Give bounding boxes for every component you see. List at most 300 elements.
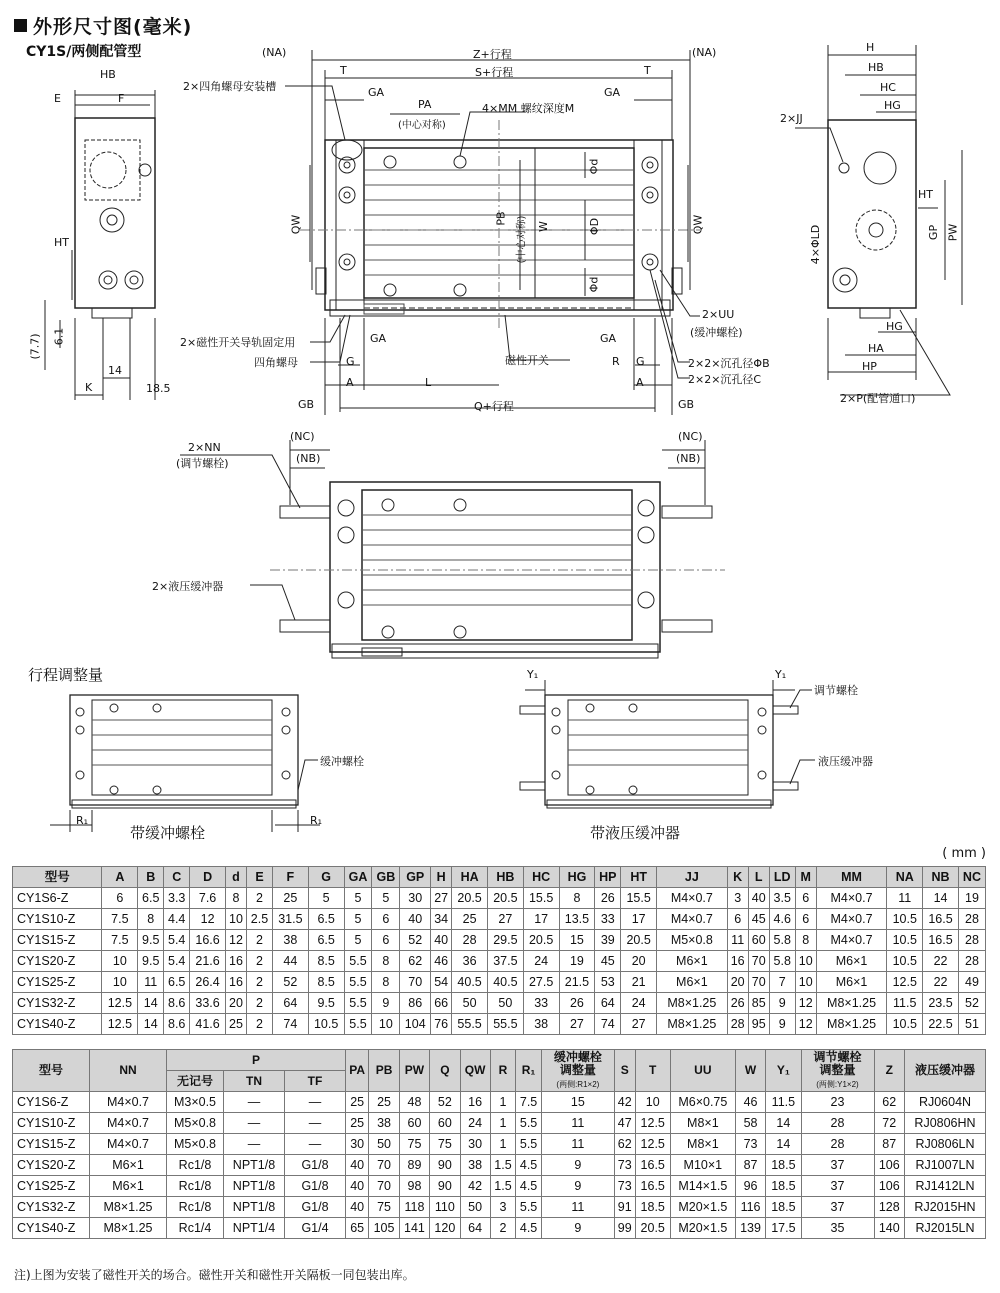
table-cell: 74 [272,1014,308,1035]
table-cell: 30 [460,1134,490,1155]
table-cell: 2 [247,1014,273,1035]
table-cell: 10 [635,1092,670,1113]
table-cell: RJ0806LN [905,1134,986,1155]
table-cell: 106 [874,1176,905,1197]
dim-label: HT [918,188,933,201]
dim-label: G [346,355,355,368]
table-cell: 27 [431,888,452,909]
table-cell: 40 [748,888,769,909]
col-header: 无记号 [167,1071,224,1092]
table-cell: 46 [735,1092,765,1113]
table-cell: 5.8 [769,930,795,951]
table-cell: RJ1412LN [905,1176,986,1197]
dim-label: 4×ΦLD [809,224,823,265]
table-cell: 5 [344,930,372,951]
table-cell: RJ1007LN [905,1155,986,1176]
table-cell: 5.8 [769,951,795,972]
table-cell: 6 [372,909,400,930]
table-cell: 98 [399,1176,429,1197]
dim-label: R [612,355,620,368]
table-cell: 52 [958,993,985,1014]
table-cell: 22 [923,972,959,993]
dim-label: W [536,221,550,232]
table-cell: M5×0.8 [167,1134,224,1155]
dim-label: A [346,376,354,389]
table-cell: 19 [958,888,985,909]
table-cell: 20 [225,993,246,1014]
table-cell: 27 [621,1014,657,1035]
col-header: TF [285,1071,346,1092]
table-cell: 5 [372,888,400,909]
table-cell: 9 [541,1155,614,1176]
table-cell: 8.5 [308,951,344,972]
dim-label: R₁ [76,814,89,827]
col-header: PA [346,1050,369,1092]
table-cell: 33 [595,909,621,930]
col-header: S [614,1050,635,1092]
stroke-adjust-cushion-bolt-view [50,695,323,832]
col-header: NN [90,1050,167,1092]
col-header: A [102,867,138,888]
model-cell: CY1S20-Z [13,1155,90,1176]
table-cell: 25 [346,1092,369,1113]
col-header: M [795,867,816,888]
table-cell: 5.5 [344,951,372,972]
table-cell: 16 [727,951,748,972]
table-cell: M8×1.25 [90,1197,167,1218]
table-cell: 16.5 [923,930,959,951]
table-cell: 99 [614,1218,635,1239]
table-cell: 26 [595,888,621,909]
table-cell: NPT1/8 [224,1197,285,1218]
table-cell: 58 [735,1113,765,1134]
table-cell: 12 [190,909,226,930]
table-cell: 20 [621,951,657,972]
table-row [13,930,986,951]
table-cell: 11 [727,930,748,951]
model-cell: CY1S25-Z [13,1176,90,1197]
table-cell: 27.5 [523,972,559,993]
col-header: Y₁ [766,1050,801,1092]
table-cell: — [224,1134,285,1155]
table-cell: 110 [430,1197,460,1218]
table-cell: 65 [346,1218,369,1239]
table-cell: 20.5 [523,930,559,951]
dim-label: R₁ [310,814,323,827]
table-cell: 47 [614,1113,635,1134]
table-cell: 90 [430,1155,460,1176]
table-cell: 38 [369,1113,399,1134]
table-cell: 25 [369,1092,399,1113]
table-cell: G1/8 [285,1155,346,1176]
table-cell: 51 [958,1014,985,1035]
table-cell: 3 [490,1197,516,1218]
table-cell: M14×1.5 [670,1176,735,1197]
col-header: C [164,867,190,888]
table-cell: 9 [541,1176,614,1197]
dim-label: (中心对称) [516,215,528,264]
table-row [13,972,986,993]
col-header: d [225,867,246,888]
dim-label: PW [946,223,960,242]
table-cell: 10 [795,951,816,972]
table-cell: M4×0.7 [90,1113,167,1134]
table-cell: 10 [102,972,138,993]
table-cell: M6×1 [657,972,728,993]
table-cell: 11.5 [766,1092,801,1113]
col-header: D [190,867,226,888]
table-cell: RJ0604N [905,1092,986,1113]
unit-label: ( mm ) [942,846,986,861]
table-cell: 12.5 [102,1014,138,1035]
dim-label: Q+行程 [474,400,514,413]
table-cell: 12.5 [635,1134,670,1155]
table-cell: 2 [247,951,273,972]
table-cell: M10×1 [670,1155,735,1176]
table-cell: 90 [430,1176,460,1197]
dim-label: A [636,376,644,389]
table-cell: 38 [460,1155,490,1176]
table-cell: 26.4 [190,972,226,993]
table-cell: 70 [400,972,431,993]
dim-label: (NC) [678,430,703,443]
table-cell: M4×0.7 [90,1092,167,1113]
table-cell: 60 [399,1113,429,1134]
dim-label: HB [868,61,884,74]
table-cell: 50 [487,993,523,1014]
table-cell: M8×1 [670,1113,735,1134]
table-cell: 85 [748,993,769,1014]
table-cell: 33.6 [190,993,226,1014]
dim-label: HG [886,320,903,333]
table-cell: 140 [874,1218,905,1239]
col-header: T [635,1050,670,1092]
callout-label: (缓冲螺栓) [690,326,743,339]
table-cell: 95 [748,1014,769,1035]
dim-label: (中心对称) [398,120,446,131]
col-header: 型号 [13,1050,90,1092]
dim-label: T [340,64,347,77]
dim-label: F [118,92,125,105]
col-header: JJ [657,867,728,888]
table-cell: 120 [430,1218,460,1239]
view-caption: 带缓冲螺栓 [130,824,206,842]
table-cell: 60 [748,930,769,951]
table-cell: 16.6 [190,930,226,951]
table-cell: M6×0.75 [670,1092,735,1113]
table-cell: 75 [399,1134,429,1155]
table-cell: 70 [369,1155,399,1176]
col-header: GP [400,867,431,888]
table-cell: 76 [431,1014,452,1035]
dimension-table-2 [12,1049,986,1239]
table-cell: 75 [369,1197,399,1218]
callout-label: 2×JJ [780,112,803,125]
table-cell: 141 [399,1218,429,1239]
col-header: HG [559,867,595,888]
table-cell: M4×0.7 [816,888,887,909]
table-cell: 8 [795,930,816,951]
callout-label: 2×磁性开关导轨固定用 [180,336,296,349]
table-cell: M4×0.7 [90,1134,167,1155]
table-cell: 37 [801,1155,874,1176]
table-cell: 6 [372,930,400,951]
col-header: G [308,867,344,888]
table-cell: 5.5 [516,1197,542,1218]
dim-label: QW [289,214,303,235]
table-cell: M4×0.7 [657,888,728,909]
table-cell: 73 [614,1176,635,1197]
table-cell: 16 [460,1092,490,1113]
table-row [13,951,986,972]
table-cell: 20.5 [635,1218,670,1239]
table-cell: 7.5 [102,930,138,951]
table-cell: 24 [621,993,657,1014]
table-cell: 1.5 [490,1176,516,1197]
table-cell: 9 [541,1218,614,1239]
table-cell: 87 [735,1155,765,1176]
col-header: NC [958,867,985,888]
table-cell: G1/4 [285,1218,346,1239]
model-cell: CY1S40-Z [13,1218,90,1239]
table-cell: 44 [272,951,308,972]
table-cell: 33 [523,993,559,1014]
table-cell: 62 [400,951,431,972]
table-row [13,1092,986,1113]
table-cell: 72 [874,1113,905,1134]
table-cell: 34 [431,909,452,930]
dim-label: 6.1 [52,327,66,346]
col-header: L [748,867,769,888]
table-cell: 139 [735,1218,765,1239]
table-cell: 9 [769,993,795,1014]
table-cell: 6.5 [138,888,164,909]
table-cell: 28 [801,1113,874,1134]
table-cell: 9.5 [138,951,164,972]
table-cell: 39 [595,930,621,951]
table-cell: 25 [346,1113,369,1134]
table-cell: 73 [735,1134,765,1155]
table-cell: — [285,1092,346,1113]
table-cell: 52 [430,1092,460,1113]
dim-label: PA [418,98,432,111]
table-row [13,1014,986,1035]
dim-label: Φd [587,276,601,293]
col-header: R [490,1050,516,1092]
table-cell: 50 [452,993,488,1014]
callout-label: 调节螺栓 [814,684,858,697]
table-cell: 4.5 [516,1155,542,1176]
table-cell: 37 [801,1197,874,1218]
table-row [13,1134,986,1155]
table-cell: 2 [247,930,273,951]
col-header: TN [224,1071,285,1092]
table-cell: 16.5 [635,1155,670,1176]
col-header: HA [452,867,488,888]
table-cell: 8 [559,888,595,909]
model-cell: CY1S15-Z [13,1134,90,1155]
table-cell: 118 [399,1197,429,1218]
table-cell: 128 [874,1197,905,1218]
dim-label: (7.7) [28,333,42,360]
table-cell: 91 [614,1197,635,1218]
table-cell: 24 [523,951,559,972]
dim-label: K [85,381,93,394]
table-cell: 16 [225,951,246,972]
col-header: F [272,867,308,888]
table-cell: 6 [102,888,138,909]
dim-label: Y₁ [527,668,539,681]
col-header: HC [523,867,559,888]
table-cell: Rc1/8 [167,1176,224,1197]
table-cell: 28 [958,909,985,930]
model-cell: CY1S15-Z [13,930,102,951]
table-cell: 3 [727,888,748,909]
table-cell: M8×1.25 [657,1014,728,1035]
table-cell: 66 [431,993,452,1014]
table-cell: 14 [766,1134,801,1155]
table-cell: 18.5 [766,1155,801,1176]
table-cell: 10 [102,951,138,972]
table-cell: 12 [795,1014,816,1035]
table-cell: 50 [369,1134,399,1155]
model-cell: CY1S20-Z [13,951,102,972]
table-cell: 23.5 [923,993,959,1014]
dim-label: Φd [587,158,601,175]
table-cell: 15.5 [523,888,559,909]
col-header: NA [887,867,923,888]
table-cell: 16 [225,972,246,993]
table-cell: 15 [541,1092,614,1113]
dim-label: (NB) [676,452,701,465]
table-cell: 40.5 [487,972,523,993]
table-cell: 60 [430,1113,460,1134]
dim-label: GA [604,86,621,99]
table-body [13,1092,986,1239]
table-cell: 10.5 [887,951,923,972]
model-cell: CY1S32-Z [13,993,102,1014]
dim-label: E [54,92,61,105]
table-cell: G1/8 [285,1176,346,1197]
dimension-table-1 [12,866,986,1035]
callout-label: 2×液压缓冲器 [152,580,224,593]
callout-label: 四角螺母 [254,356,298,369]
table-cell: 5.5 [344,1014,372,1035]
table-cell: 1 [490,1113,516,1134]
col-header: B [138,867,164,888]
table-cell: 35 [801,1218,874,1239]
dim-label: H [866,41,875,54]
table-cell: 18.5 [766,1197,801,1218]
table-cell: 52 [272,972,308,993]
table-cell: 8 [372,972,400,993]
table-cell: 62 [874,1092,905,1113]
table-cell: 17.5 [766,1218,801,1239]
table-cell: NPT1/8 [224,1176,285,1197]
model-cell: CY1S6-Z [13,1092,90,1113]
col-header: MM [816,867,887,888]
table-cell: NPT1/8 [224,1155,285,1176]
table-cell: 9 [769,1014,795,1035]
view-caption: 带液压缓冲器 [590,824,681,842]
table-cell: 40 [346,1197,369,1218]
section-label: 行程调整量 [28,666,104,684]
col-header: UU [670,1050,735,1092]
table-cell: 36 [452,951,488,972]
col-header: LD [769,867,795,888]
table-cell: 40 [346,1176,369,1197]
callout-label: 液压缓冲器 [818,755,873,768]
dim-label: Z+行程 [473,48,512,61]
col-header: 液压缓冲器 [905,1050,986,1092]
table-cell: Rc1/8 [167,1197,224,1218]
table-cell: M6×1 [816,972,887,993]
model-cell: CY1S32-Z [13,1197,90,1218]
table-cell: 40.5 [452,972,488,993]
table-cell: 21.5 [559,972,595,993]
table-cell: 10 [225,909,246,930]
callout-label: 2×2×沉孔径C [688,373,762,386]
callout-label: 2×UU [702,308,735,321]
callout-label: 2×四角螺母安装槽 [183,80,277,93]
table-cell: 12 [225,930,246,951]
table-cell: 5 [344,888,372,909]
table-cell: M4×0.7 [816,930,887,951]
table-cell: 18.5 [766,1176,801,1197]
col-header: 型号 [13,867,102,888]
col-header: GA [344,867,372,888]
table-cell: 24 [460,1113,490,1134]
table-header-row [13,867,986,888]
page-subtitle: CY1S/两侧配管型 [26,44,142,60]
table-cell: 6 [795,888,816,909]
table-cell: 17 [523,909,559,930]
table-cell: 42 [614,1092,635,1113]
dim-label: HG [884,99,901,112]
table-cell: 10.5 [887,1014,923,1035]
col-header: K [727,867,748,888]
table-cell: 96 [735,1176,765,1197]
col-header: HP [595,867,621,888]
table-cell: M6×1 [816,951,887,972]
table-cell: 9.5 [308,993,344,1014]
table-cell: 30 [400,888,431,909]
table-cell: 10 [372,1014,400,1035]
table-cell: 8.6 [164,993,190,1014]
table-cell: RJ0806HN [905,1113,986,1134]
table-cell: 70 [369,1176,399,1197]
col-header: GB [372,867,400,888]
dim-label: HC [880,81,896,94]
table-cell: RJ2015HN [905,1197,986,1218]
callout-label: 2×2×沉孔径ΦB [688,357,770,370]
table-cell: 50 [460,1197,490,1218]
table-cell: 10.5 [887,909,923,930]
table-cell: 5.5 [516,1134,542,1155]
table-cell: M6×1 [90,1155,167,1176]
table-cell: 4.5 [516,1176,542,1197]
table-row [13,1113,986,1134]
col-header: W [735,1050,765,1092]
table-cell: 14 [138,993,164,1014]
table-cell: 4.4 [164,909,190,930]
table-cell: 5.5 [344,972,372,993]
table-cell: — [224,1113,285,1134]
table-cell: 6 [727,909,748,930]
table-cell: M5×0.8 [167,1113,224,1134]
col-header: QW [460,1050,490,1092]
col-header: PB [369,1050,399,1092]
